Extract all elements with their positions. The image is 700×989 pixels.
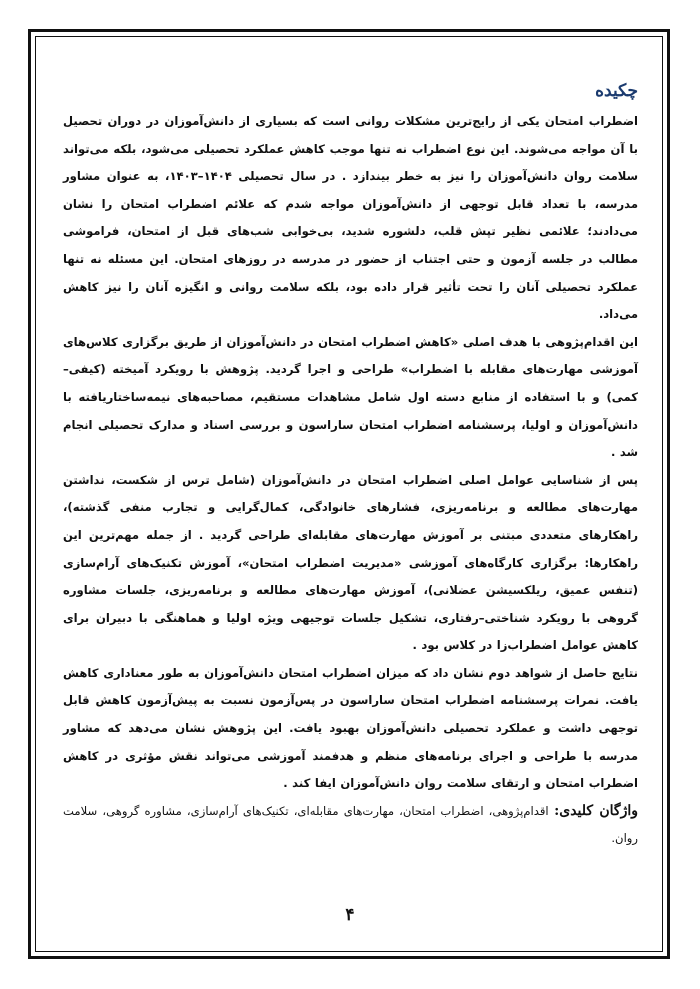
abstract-paragraph-3: پس از شناسایی عوامل اصلی اضطراب امتحان در دانش‌آموزان (شامل ترس از شکست، نداشتن مهارت‌های مطالعه و برنامه‌ریزی، فشارهای خانوادگی، کمال‌گرایی و تجارب منفی گذشته)، راهکارهای متعددی مبتنی بر آموزش مهارت‌های مقابله‌ای طراحی گردید . از جمله مهم‌ترین این راهکارها: برگزاری کارگاه‌های آموزشی «مدیریت اضطراب امتحان»، آموزش تکنیک‌های آرام‌سازی (تنفس عمیق، ریلکسیشن عضلانی)، آموزش مهارت‌های مطالعه و برنامه‌ریزی، جلسات مشاوره گروهی با رویکرد شناختی–رفتاری، تشکیل جلسات توجیهی ویژه اولیا و هماهنگی با دبیران برای کاهش عوامل اضطراب‌زا در کلاس بود .	[63, 472, 638, 653]
abstract-section	[63, 80, 638, 853]
abstract-paragraph-1: اضطراب امتحان یکی از رایج‌ترین مشکلات روانی است که بسیاری از دانش‌آموزان در دوران تحصیل با آن مواجه می‌شوند. این نوع اضطراب نه تنها موجب کاهش عملکرد تحصیلی می‌شود، بلکه می‌تواند سلامت روان دانش‌آموزان را نیز به خطر بیندازد . در سال تحصیلی ۱۴۰۴–۱۴۰۳، به عنوان مشاور مدرسه، با تعداد قابل توجهی از دانش‌آموزان مواجه شدم که علائم اضطراب امتحان را نشان می‌دادند؛ علائمی نظیر تپش قلب، دلشوره شدید، بی‌خوابی شب‌های قبل از امتحان، فراموشی مطالب در جلسه آزمون و حتی اجتناب از حضور در مدرسه در روزهای امتحان. این مسئله نه تنها عملکرد تحصیلی آنان را تحت تأثیر قرار داده بود، بلکه سلامت روانی و انگیزه آنان را نیز کاهش می‌داد.	[63, 114, 638, 322]
abstract-paragraph-4: نتایج حاصل از شواهد دوم نشان داد که میزان اضطراب امتحان دانش‌آموزان به طور معناداری کاهش یافت. نمرات پرسشنامه اضطراب امتحان ساراسون در پس‌آزمون نسبت به پیش‌آزمون کاهش قابل توجهی داشت و عملکرد تحصیلی دانش‌آموزان بهبود یافت. این پژوهش نشان می‌دهد که مشاور مدرسه با طراحی و اجرای برنامه‌های منظم و هدفمند آموزشی می‌تواند نقش مؤثری در کاهش اضطراب امتحان و ارتقای سلامت روان دانش‌آموزان ایفا کند .	[63, 665, 638, 791]
keywords-line	[63, 798, 638, 853]
keywords-label: واژگان کلیدی:	[554, 802, 638, 819]
page-number: ۴	[345, 905, 355, 925]
keywords-text: اقدام‌پژوهی، اضطراب امتحان، مهارت‌های مقابله‌ای، تکنیک‌های آرام‌سازی، مشاوره گروهی، سلامت روان.	[63, 803, 638, 846]
abstract-heading: چکیده	[595, 81, 638, 101]
abstract-paragraph-2: این اقدام‌پژوهی با هدف اصلی «کاهش اضطراب امتحان در دانش‌آموزان از طریق برگزاری کلاس‌های آموزشی مهارت‌های مقابله با اضطراب» طراحی و اجرا گردید. پژوهش با رویکرد آمیخته (کیفی–کمی) و با استفاده از منابع دسته اول شامل مشاهدات مستقیم، مصاحبه‌های نیمه‌ساختاریافته با دانش‌آموزان و اولیا، پرسشنامه اضطراب امتحان ساراسون و بررسی اسناد و مدارک تحصیلی انجام شد .	[63, 334, 638, 460]
